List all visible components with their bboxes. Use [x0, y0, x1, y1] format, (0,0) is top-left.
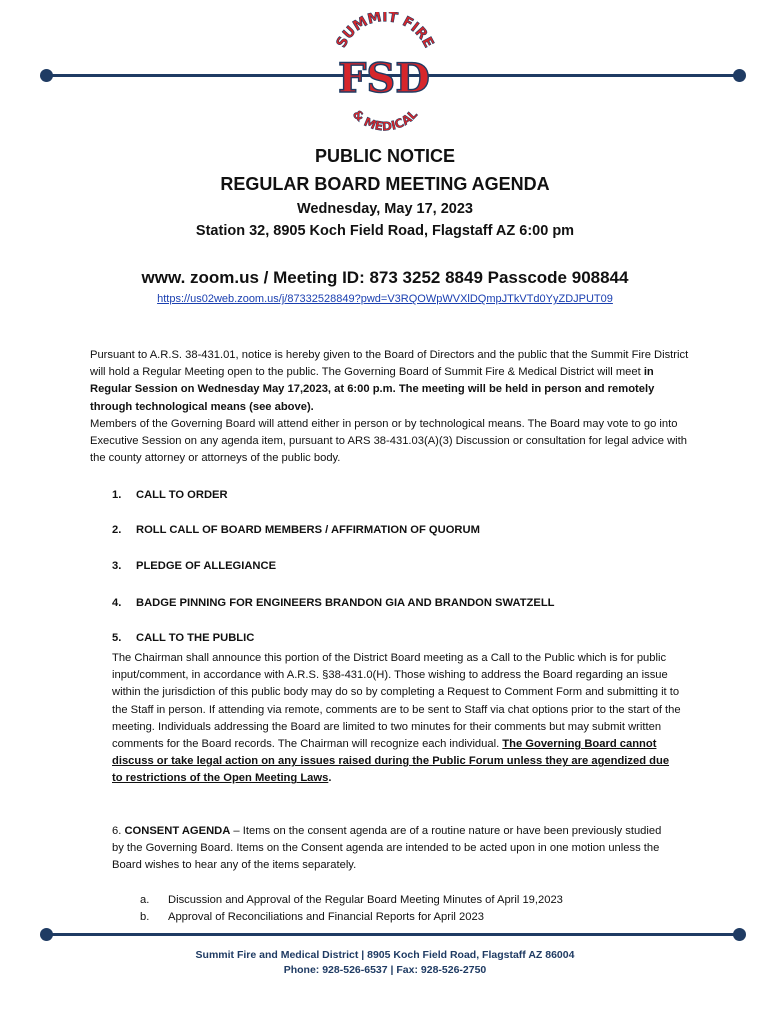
consent-subitem: a. Discussion and Approval of the Regular Board Meeting Minutes of April 19,2023 — [140, 894, 563, 906]
intro-paragraph — [90, 347, 690, 467]
agenda-item-pledge: 3. PLEDGE OF ALLEGIANCE — [112, 560, 277, 572]
bottom-rule — [46, 933, 740, 936]
meeting-location: Station 32, 8905 Koch Field Road, Flagstaff AZ 6:00 pm — [195, 223, 575, 239]
rule-end-dot — [40, 69, 53, 82]
footer-phone: Phone: 928-526-6537 | Fax: 928-526-2750 — [283, 964, 487, 976]
intro-bold-text: in Regular Session on Wednesday May 17,2023, at 6:00 p.m. The meeting will be held in person and remotely through technological means (see above). — [90, 366, 655, 413]
consent-subitem: b. Approval of Reconciliations and Financial Reports for April 2023 — [140, 911, 484, 923]
notice-title: PUBLIC NOTICE — [314, 146, 455, 166]
governing-board-text: Members of the Governing Board will attend either in person or by technological means. The Board may vote to go into Executive Session on any agenda item, pursuant to ARS 38-431.03(A)(3) Discussion or consultation for legal advice with the county attorney or attorneys of the public body. — [90, 417, 687, 465]
agenda-title: REGULAR BOARD MEETING AGENDA — [220, 174, 550, 194]
consent-agenda: 6. CONSENT AGENDA – Items on the consent agenda are of a routine nature or have been previously studied by the Governing Board. Items on the Consent agenda are intended to be acted upon in one motion unless the Board wishes to hear any of the items separately. — [112, 825, 662, 872]
svg-text:& MEDICAL — [350, 107, 420, 134]
zoom-meeting-info: www. zoom.us / Meeting ID: 873 3252 8849 Passcode 908844 — [141, 268, 629, 287]
footer-address: Summit Fire and Medical District | 8905 Koch Field Road, Flagstaff AZ 86004 — [195, 949, 575, 961]
rule-end-dot — [733, 928, 746, 941]
svg-text:SUMMIT FIRE — [333, 12, 436, 51]
agenda-item-badge-pinning: 4. BADGE PINNING FOR ENGINEERS BRANDON GIA AND BRANDON SWATZELL — [112, 597, 555, 609]
intro-text: Pursuant to A.R.S. 38-431.01, notice is hereby given to the Board of Directors and the public that the Summit Fire District will hold a Regular Meeting open to the public. The Governing Board of Summit Fire & Medical District will meet — [90, 349, 689, 379]
agenda-item-call-to-order: 1. CALL TO ORDER — [112, 489, 228, 501]
call-to-public-text: The Chairman shall announce this portion of the District Board meeting as a Call to the Public which is for public input/comment, in accordance with A.R.S. §38-431.0(H). Those wishing to address the Board regarding an issue within the jurisdiction of this public body may do so by completing a Request to Comment Form and submitting it to the Staff in person. If attending via remote, comments are to be sent to Staff via chat options prior to the start of the meeting. Individuals addressing the Board are limited to two minutes for their comments but may submit written comments for the Board records. The Chairman will recognize each individual. The Governing Board cannot discuss or take legal action on any issues raised during the Public Forum unless they are agendized due to restrictions of the Open Meeting Laws. — [112, 652, 681, 785]
open-meeting-law-notice: The Governing Board cannot discuss or take legal action on any issues raised during the Public Forum unless they are agendized due to restrictions of the Open Meeting Laws — [112, 738, 670, 785]
logo-monogram: FSD — [338, 55, 430, 102]
logo-bottom-text: & MEDICAL — [349, 106, 421, 134]
agenda-item-roll-call: 2. ROLL CALL OF BOARD MEMBERS / AFFIRMATION OF QUORUM — [112, 524, 480, 536]
zoom-link[interactable]: https://us02web.zoom.us/j/87332528849?pwd=V3RQOWpWVXlDQmpJTkVTd0YyZDJPUT09 — [157, 293, 613, 305]
rule-end-dot — [40, 928, 53, 941]
meeting-date: Wednesday, May 17, 2023 — [297, 201, 473, 217]
summit-fire-logo — [328, 12, 440, 136]
agenda-item-call-to-public: 5. CALL TO THE PUBLIC — [112, 632, 255, 644]
rule-end-dot — [733, 69, 746, 82]
consent-agenda-title: CONSENT AGENDA — [124, 825, 231, 837]
logo-top-text: SUMMIT FIRE — [333, 12, 437, 51]
